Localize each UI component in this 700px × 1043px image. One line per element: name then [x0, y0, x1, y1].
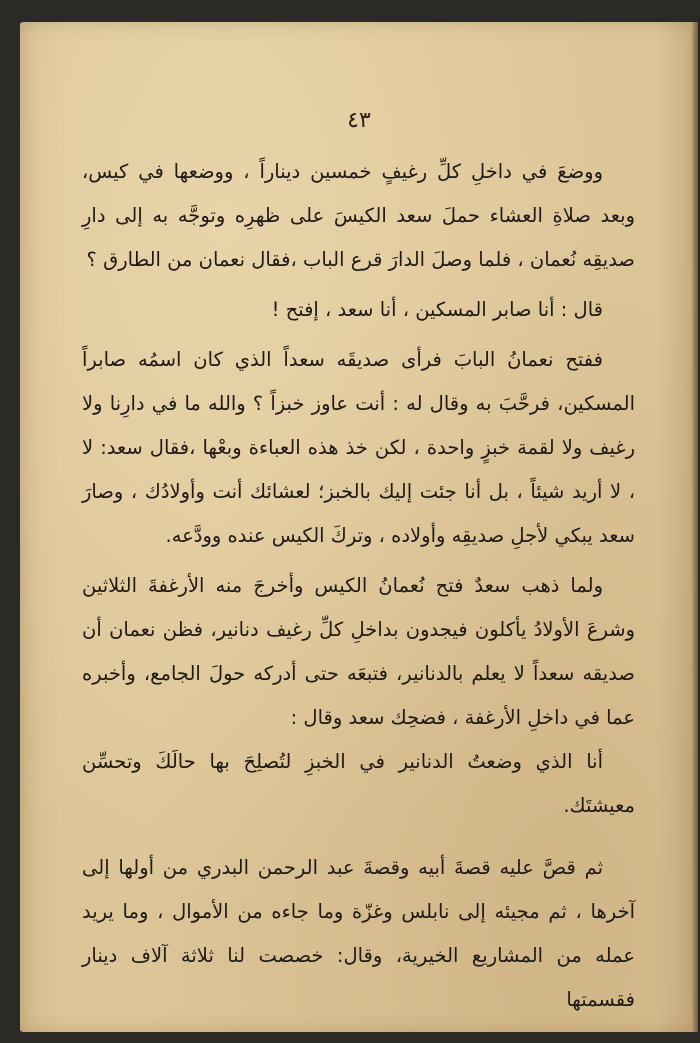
book-page	[20, 22, 698, 1032]
paragraph-5-speech: أنا الذي وضعتُ الدنانير في الخبزِ لتُصلِحَ بها حالَكَ وتحسِّن معيشتَك.	[82, 750, 635, 817]
paragraph-6: ثم قصَّ عليه قصةَ أبيه وقصةَ عبد الرحمن البدري من أولها إلى آخرها ، ثم مجيئه إلى نابلس وغزّة وما جاءه من الأموال ، وما يريد عمله من المشاريع الخيرية، وقال: خصصت لنا ثلاثة آلاف دينار فقسمتها	[82, 856, 635, 1011]
paragraph-1: ووضعَ في داخلِ كلِّ رغيفٍ خمسين ديناراً ، ووضعها في كيس، وبعد صلاةِ العشاء حملَ سعد الكيسَ على ظهرِه وتوجَّه به إلى دارِ صديقِه نُعمان ، فلما وصلَ الدارَ قرع الباب ،فقال نعمان من الطارق ؟	[82, 160, 635, 271]
paragraph-3: ففتح نعمانُ البابَ فرأى صديقَه سعداً الذي كان اسمُه صابراً المسكين، فرحَّبَ به وقال له : أنت عاوز خبزاً ؟ والله ما في دارِنا ولا رغيف ولا لقمة خبزٍ واحدة ، لكن خذ هذه العباءة وبعْها ،فقال سعد: لا ، لا أريد شيئاً ، بل أنا جئت إليك بالخبز؛ لعشائك أنت وأولادُك ، وصارَ سعد يبكي لأجلِ صديقِه وأولاده ، وتركَ الكيس عنده وودَّعه.	[82, 348, 635, 547]
page-gutter-edge	[692, 22, 698, 1032]
page-body-text	[82, 150, 635, 1022]
page-number: ٤٣	[347, 108, 371, 133]
paragraph-2-dialogue: قال : أنا صابر المسكين ، أنا سعد ، إفتح !	[271, 298, 603, 321]
paragraph-4: ولما ذهب سعدٌ فتح نُعمانُ الكيس وأخرجَ منه الأرغفةَ الثلاثين وشرعَ الأولادُ يأكلون فيجدون بداخلِ كلِّ رغيف دنانير، فظن نعمان أن صديقه سعداً لا يعلم بالدنانير، فتبعَه حتى أدركه حولَ الجامع، وأخبره عما في داخلِ الأرغفة ، فضحِك سعد وقال :	[82, 574, 635, 729]
